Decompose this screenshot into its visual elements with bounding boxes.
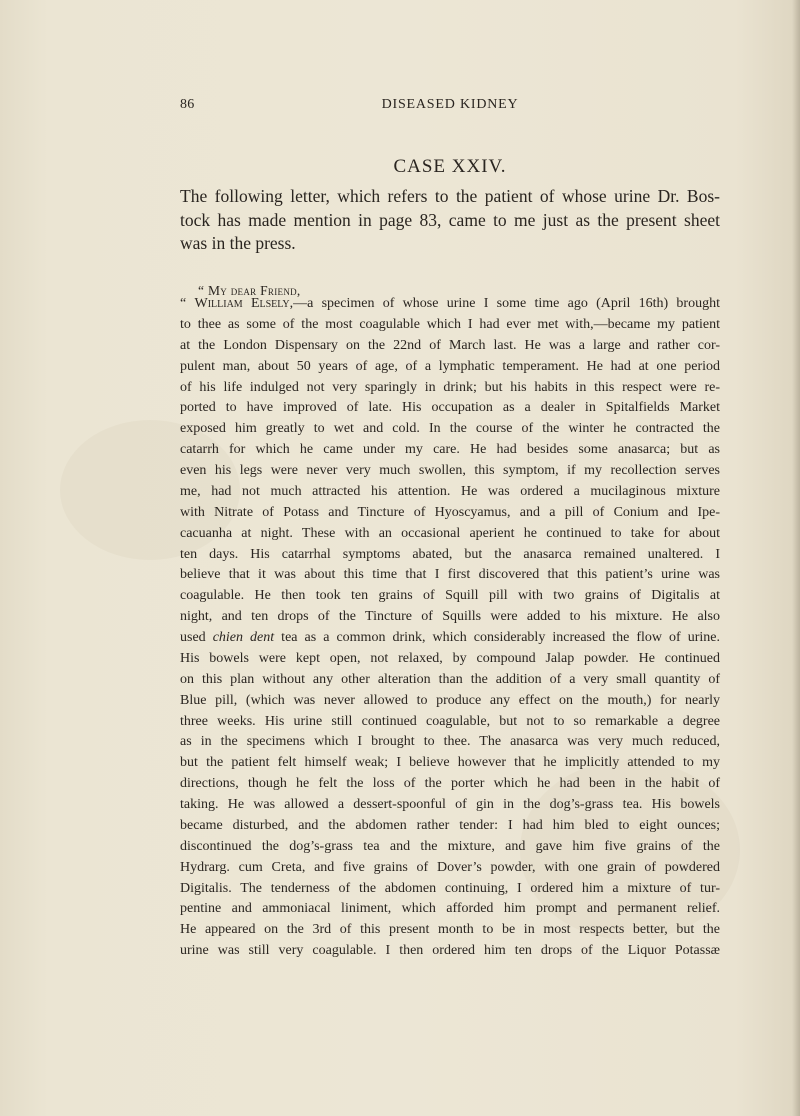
letter-line: of his life indulged not very sparingly in drink; but his habits in this respect were re-	[180, 379, 720, 395]
letter-line: His bowels were kept open, not relaxed, by compound Jalap powder. He continued	[180, 650, 720, 666]
letter-line: at the London Dispensary on the 22nd of March last. He was a large and rather cor-	[180, 337, 720, 353]
letter-line: with Nitrate of Potass and Tincture of Hyoscyamus, and a pill of Conium and Ipe-	[180, 504, 720, 520]
intro-line: The following letter, which refers to the patient of whose urine Dr. Bos-	[180, 186, 720, 206]
letter-line: pentine and ammoniacal liniment, which afforded him prompt and permanent relief.	[180, 901, 720, 917]
letter-line: exposed him greatly to wet and cold. In the course of the winter he contracted the	[180, 421, 720, 437]
letter-line: even his legs were never very much swollen, this symptom, if my recollection serves	[180, 463, 720, 478]
letter-line: coagulable. He then took ten grains of Squill pill with two grains of Digitalis at	[180, 588, 720, 604]
letter-line: He appeared on the 3rd of this present month to be in most respects better, but the	[180, 922, 720, 938]
running-title: DISEASED KIDNEY	[381, 97, 519, 112]
intro-line: tock has made mention in page 83, came to me just as the present sheet	[180, 209, 720, 230]
italic-term: chien dent	[212, 630, 275, 645]
case-heading: CASE XXIV.	[393, 156, 507, 177]
letter-salutation: “ My dear Friend,	[198, 283, 301, 298]
letter-line: as in the specimens which I brought to thee. The anasarca was very much reduced,	[180, 734, 720, 750]
letter-line: used chien dent tea as a common drink, which considerably increased the flow of urine.	[180, 630, 720, 645]
letter-line: believe that it was about this time that I first discovered that this patient’s urine was	[180, 567, 720, 583]
letter-line: ported to have improved of late. His occupation as a dealer in Spitalfields Market	[180, 400, 720, 416]
letter-line: Hydrarg. cum Creta, and five grains of Dover’s powder, with one grain of powdered	[180, 859, 720, 875]
letter-line: taking. He was allowed a dessert-spoonful of gin in the dog’s-grass tea. His bowels	[180, 797, 720, 812]
letter-line: discontinued the dog’s-grass tea and the mixture, and gave him five grains of the	[180, 838, 720, 854]
letter-line: to thee as some of the most coagulable which I had ever met with,—became my patient	[180, 316, 720, 332]
letter-body	[180, 294, 720, 962]
letter-line: urine was still very coagulable. I then ordered him ten drops of the Liquor Potassæ	[180, 943, 720, 959]
letter-line: but the patient felt himself weak; I believe however that he implicitly attended to my	[180, 755, 720, 771]
letter-line: on this plan without any other alteration than the addition of a very small quantity of	[180, 671, 720, 687]
page-edge-shadow	[792, 0, 800, 1116]
letter-line: me, had not much attracted his attention. He was ordered a mucilaginous mixture	[180, 483, 720, 499]
letter-line: pulent man, about 50 years of age, of a lymphatic temperament. He had at one period	[180, 358, 720, 374]
page-number: 86	[180, 97, 195, 112]
patient-name: William Elsely	[194, 296, 290, 311]
letter-line: Digitalis. The tenderness of the abdomen continuing, I ordered him a mixture of tur-	[180, 880, 720, 896]
letter-line: became disturbed, and the abdomen rather tender: I had him bled to eight ounces;	[180, 817, 720, 833]
intro-paragraph	[180, 185, 720, 256]
intro-line: was in the press.	[180, 233, 296, 253]
letter-line: catarrh for which he came under my care. He had besides some anasarca; but as	[180, 442, 720, 458]
letter-line: Blue pill, (which was never allowed to produce any effect on the mouth,) for nearly	[180, 692, 720, 708]
letter-line: ten days. His catarrhal symptoms abated, but the anasarca remained unaltered. I	[180, 546, 720, 562]
letter-line: three weeks. His urine still continued coagulable, but not to so remarkable a degree	[180, 713, 720, 729]
letter-line: “ William Elsely,—a specimen of whose urine I some time ago (April 16th) brought	[180, 296, 720, 311]
running-head	[180, 97, 720, 117]
letter-line: cacuanha at night. These with an occasional aperient he continued to take for about	[180, 525, 720, 541]
letter-line: directions, though he felt the loss of the porter which he had been in the habit of	[180, 776, 720, 792]
letter-line: night, and ten drops of the Tincture of Squills were added to his mixture. He also	[180, 609, 720, 625]
